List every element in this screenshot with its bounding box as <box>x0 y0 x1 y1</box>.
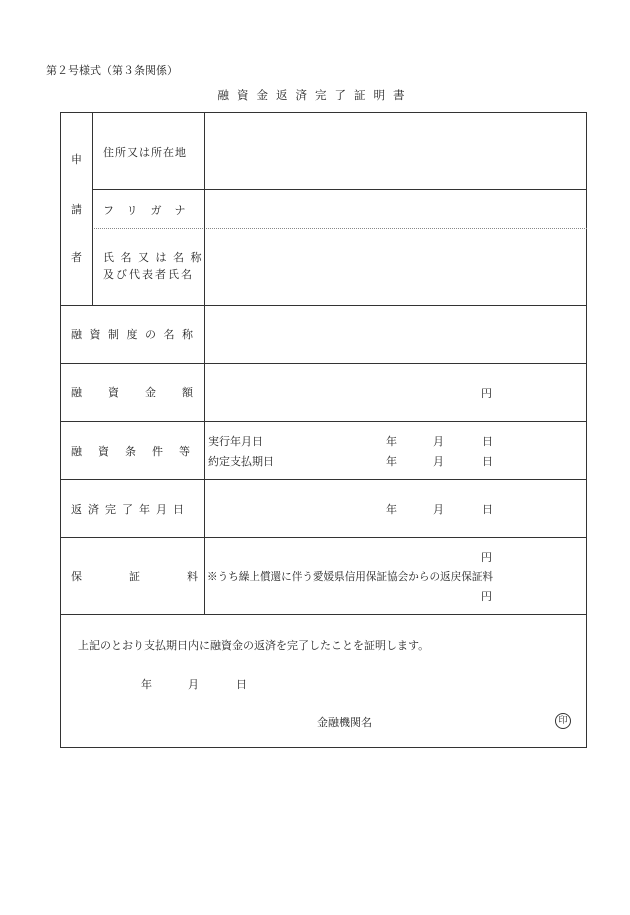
execution-year: 年 <box>386 435 397 448</box>
completion-month: 月 <box>433 503 444 516</box>
name-label-line2: 及び代表者氏名 <box>103 268 194 281</box>
furigana-label: フリガナ <box>103 204 199 217</box>
fee-label: 保証料 <box>71 570 245 583</box>
conditions-label: 融資条件等 <box>71 445 206 458</box>
certify-year: 年 <box>141 678 152 691</box>
system-name-label: 融資制度の名称 <box>71 328 201 341</box>
form-number: 第２号様式（第３条関係） <box>46 64 178 77</box>
rule-amount-bottom <box>61 421 587 422</box>
rule-completion-bottom <box>61 537 587 538</box>
completion-year: 年 <box>386 503 397 516</box>
execution-day: 日 <box>482 435 493 448</box>
due-year: 年 <box>386 455 397 468</box>
amount-label-text: 融資金額 <box>71 386 219 399</box>
rule-conditions-bottom <box>61 479 587 480</box>
rule-fee-bottom <box>61 614 587 615</box>
applicant-char-3: 者 <box>71 251 82 264</box>
execution-date-label: 実行年月日 <box>208 435 263 448</box>
fee-refund-unit: 円 <box>481 590 492 603</box>
fee-unit: 円 <box>481 551 492 564</box>
certify-day: 日 <box>236 678 247 691</box>
certification-statement: 上記のとおり支払期日内に融資金の返済を完了したことを証明します。 <box>78 639 430 652</box>
certify-month: 月 <box>188 678 199 691</box>
document-title: 融資金返済完了証明書 <box>217 88 413 102</box>
institution-name-label: 金融機関名 <box>317 716 372 729</box>
seal-mark: 印 <box>555 713 571 729</box>
address-label: 住所又は所在地 <box>103 146 187 159</box>
rule-label-divider <box>204 113 205 614</box>
execution-month: 月 <box>433 435 444 448</box>
amount-unit: 円 <box>481 387 492 400</box>
completion-date-label: 返済完了年月日 <box>71 503 190 516</box>
due-date-label: 約定支払期日 <box>208 455 274 468</box>
rule-system-bottom <box>61 363 587 364</box>
applicant-char-2: 請 <box>71 203 82 216</box>
due-month: 月 <box>433 455 444 468</box>
certificate-form <box>60 112 587 748</box>
completion-day: 日 <box>482 503 493 516</box>
rule-address-bottom <box>92 189 587 190</box>
rule-applicant-divider <box>92 113 93 305</box>
applicant-char-1: 申 <box>71 153 82 166</box>
name-label-line1: 氏名又は名称 <box>103 251 208 264</box>
amount-label <box>71 386 219 399</box>
due-day: 日 <box>482 455 493 468</box>
fee-refund-note: ※うち繰上償還に伴う愛媛県信用保証協会からの返戻保証料 <box>207 571 494 583</box>
rule-furigana-dotted <box>92 228 587 229</box>
rule-applicant-bottom <box>61 305 587 306</box>
